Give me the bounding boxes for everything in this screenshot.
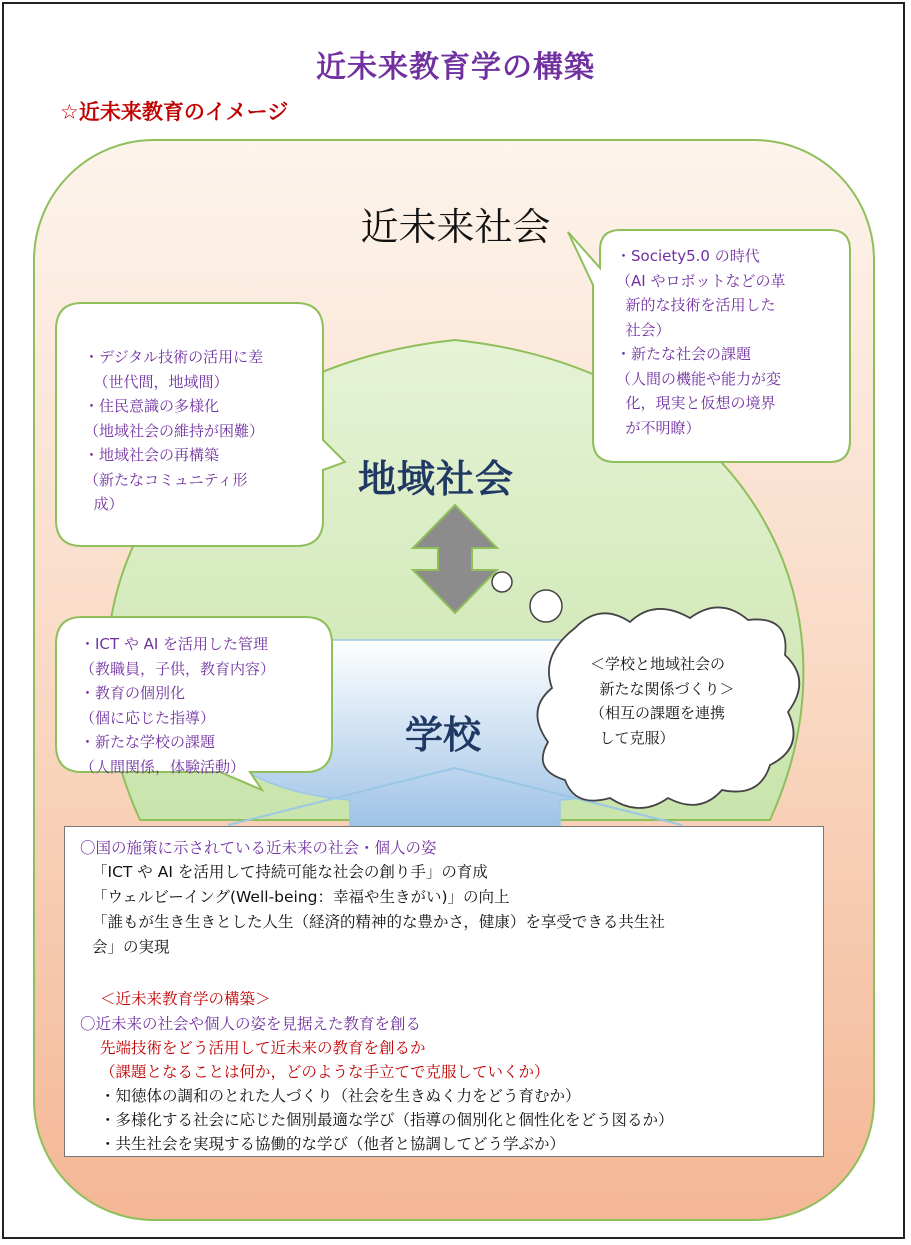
box-line-4: 会」の実現 xyxy=(92,938,170,956)
box-bullet-3: ・共生社会を実現する協働的な学び（他者と協調してどう学ぶか） xyxy=(100,1135,566,1153)
box-heading-2: 〇近未来の社会や個人の姿を見据えた教育を創る xyxy=(80,1015,422,1033)
box-line-3: 「誰もが生き生きとした人生（経済的精神的な豊かさ，健康）を享受できる共生社 xyxy=(92,913,665,931)
box-line-1: 「ICT や AI を活用して持続可能な社会の創り手」の育成 xyxy=(92,863,488,881)
community-callout-text: ・デジタル技術の活用に差 （世代間，地域間） ・住民意識の多様化 （地域社会の維持が困難） ・地域社会の再構築 （新たなコミュニティ形 成） xyxy=(84,348,265,513)
cloud-text: ＜学校と地域社会の 新たな関係づくり＞ （相互の課題を連携 して克服） xyxy=(590,655,735,747)
box-red-line-2: （課題となることは何か，どのような手立てで克服していくか） xyxy=(100,1063,550,1081)
box-subheading: ＜近未来教育学の構築＞ xyxy=(100,990,271,1008)
school-callout-text: ・ICT や AI を活用した管理 （教職員，子供，教育内容） ・教育の個別化 （個に応じた指導） ・新たな学校の課題 （人間関係，体験活動） xyxy=(80,635,276,776)
box-heading-1: 〇国の施策に示されている近未来の社会・個人の姿 xyxy=(80,839,437,857)
thought-bubble-medium xyxy=(530,590,562,622)
thought-bubble-small xyxy=(492,572,512,592)
society-callout-text: ・Society5.0 の時代 （AI やロボットなどの革 新的な技術を活用した 社会） ・新たな社会の課題 （人間の機能や能力が変 化，現実と仮想の境界 が不明瞭） xyxy=(616,247,786,437)
box-bullet-2: ・多様化する社会に応じた個別最適な学び（指導の個別化と個性化をどう図るか） xyxy=(100,1111,674,1129)
box-bullet-1: ・知徳体の調和のとれた人づくり（社会を生きぬく力をどう育むか） xyxy=(100,1087,581,1105)
school-label: 学校 xyxy=(405,713,482,757)
box-line-2: 「ウェルビーイング(Well-being：幸福や生きがい)」の向上 xyxy=(92,888,510,906)
society-label: 近未来社会 xyxy=(360,205,551,249)
community-label: 地域社会 xyxy=(358,457,515,501)
page-subtitle: ☆近未来教育のイメージ xyxy=(60,100,289,124)
box-red-line-1: 先端技術をどう活用して近未来の教育を創るか xyxy=(100,1039,426,1057)
page-title: 近未来教育学の構築 xyxy=(316,50,595,85)
